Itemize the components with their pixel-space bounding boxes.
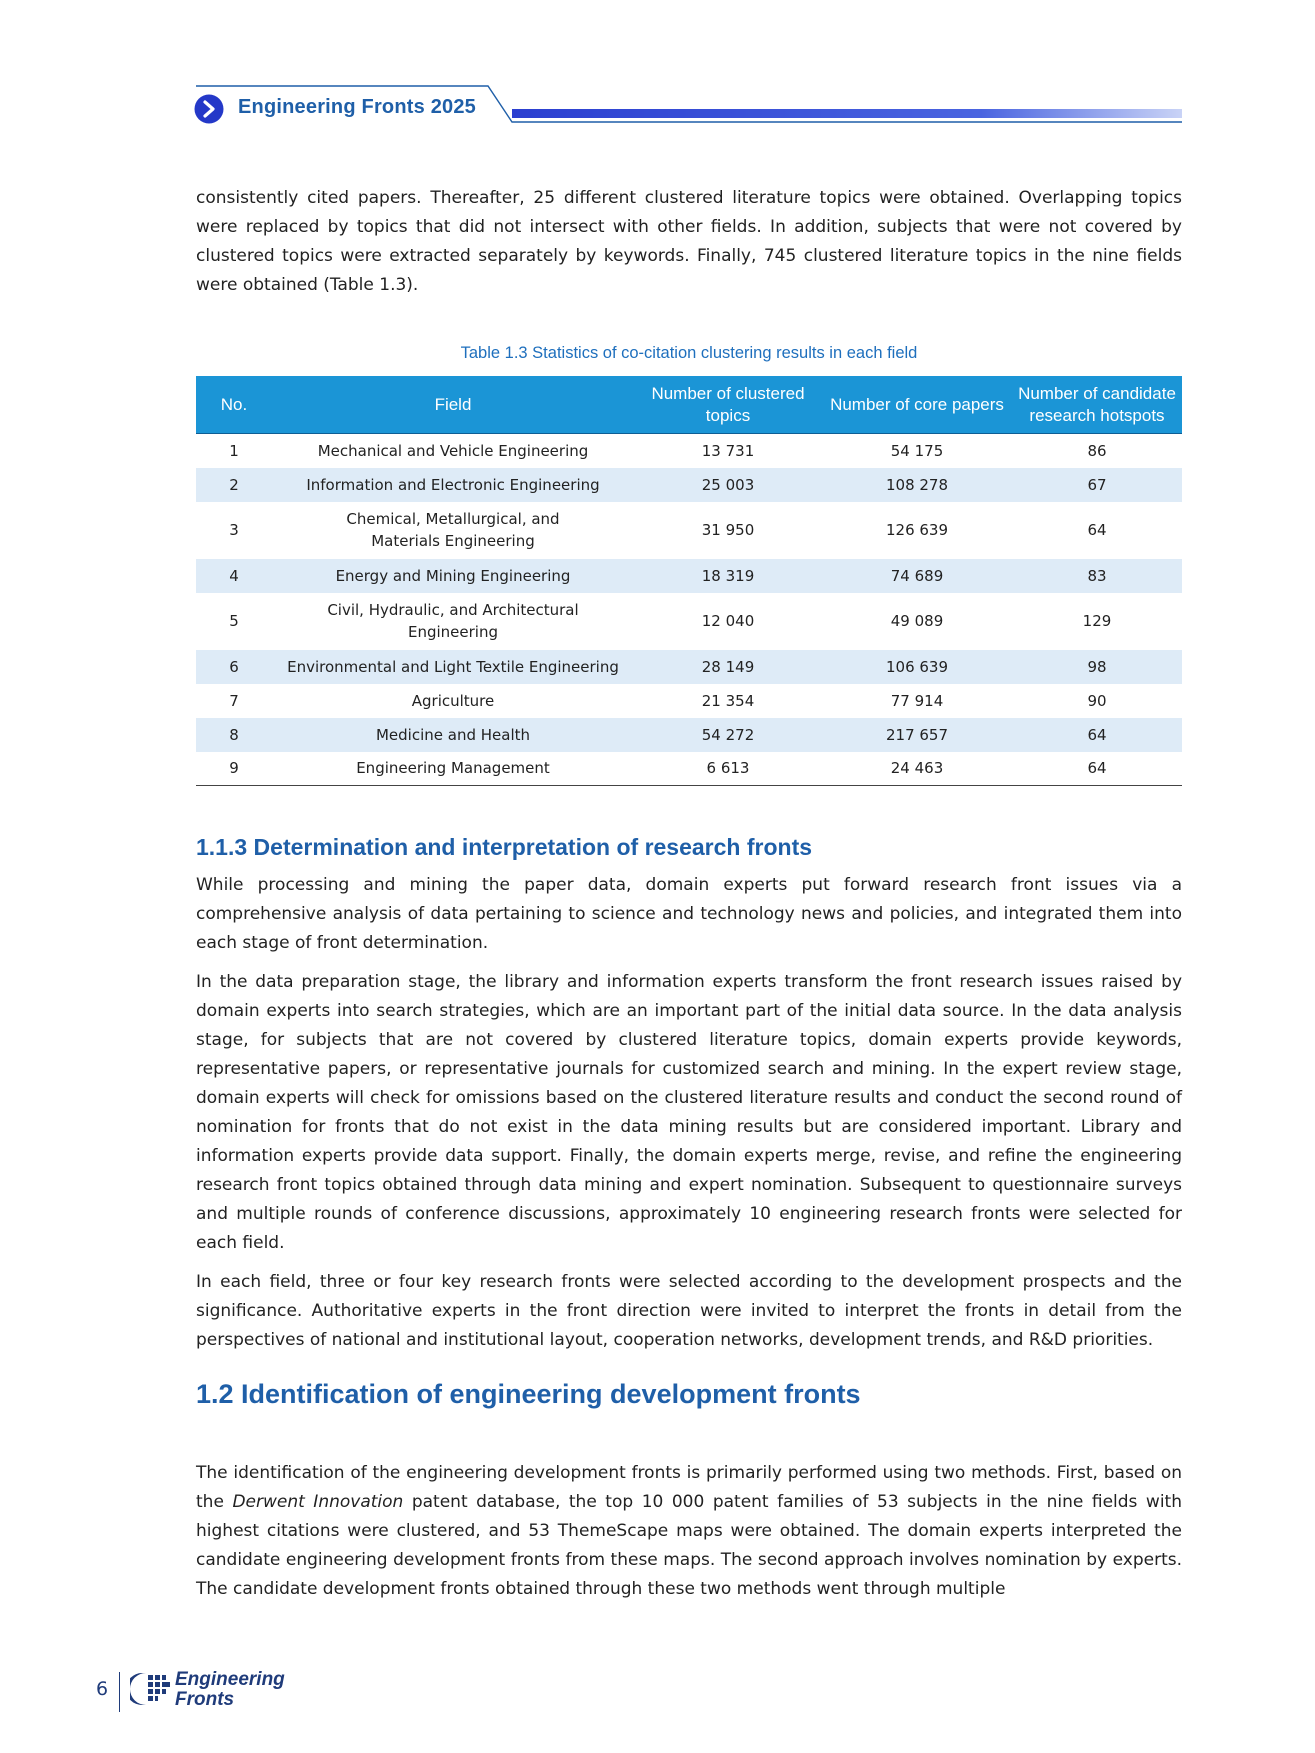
cell-field: Environmental and Light Textile Engineering	[287, 657, 619, 676]
cell-clustered-topics: 18 319	[701, 566, 755, 585]
table-row	[196, 752, 1182, 786]
cell-clustered-topics: 6 613	[634, 752, 822, 786]
section-1-2-body	[196, 1459, 1182, 1604]
cell-no: 2	[229, 475, 239, 494]
logo-line-2: Fronts	[175, 1689, 235, 1710]
table-caption: Table 1.3 Statistics of co-citation clustering results in each field	[460, 344, 918, 362]
cell-no: 3	[229, 521, 239, 539]
cell-core-papers: 126 639	[885, 521, 949, 539]
page-number: 6	[96, 1678, 109, 1700]
cell-field: Medicine and Health	[375, 725, 531, 744]
database-name: Derwent Innovation	[232, 1492, 404, 1512]
intro-text	[196, 184, 1182, 300]
paragraph: consistently cited papers. Thereafter, 25 different clustered literature topics were obtained. Overlapping topics were replaced by topics that did not intersect with other fields. In addition, subjects that were not covered by clustered topics were extracted separately by keywords. Finally, 745 clustered literature topics in the nine fields were obtained (Table 1.3).	[196, 188, 1182, 295]
cell-no: 5	[229, 612, 239, 630]
col-header-clustered-topics: Number of clustered topics	[634, 376, 822, 434]
paragraph: In the data preparation stage, the library and information experts transform the front research issues raised by domain experts into search strategies, which are an important part of the initial data source. In the data analysis stage, for subjects that are not covered by clustered literature topics, domain experts provide keywords, representative papers, or representative journals for customized search and mining. In the expert review stage, domain experts will check for omissions based on the clustered literature results and conduct the second round of nomination for fronts that do not exist in the data mining results but are considered important. Library and information experts provide data support. Finally, the domain experts merge, revise, and refine the engineering research front topics obtained through data mining and expert nomination. Subsequent to questionnaire surveys and multiple rounds of conference discussions, approximately 10 engineering research fronts were selected for each field.	[196, 972, 1182, 1253]
footer-logo-text	[175, 1670, 285, 1710]
cell-no: 1	[229, 441, 239, 460]
page-header	[0, 0, 1315, 130]
table-row	[196, 502, 1182, 559]
table-row	[196, 684, 1182, 718]
footer-divider	[119, 1672, 120, 1712]
cell-field: Information and Electronic Engineering	[306, 475, 600, 494]
col-header-core-papers: Number of core papers	[822, 376, 1012, 434]
cell-no: 9	[196, 752, 272, 786]
logo-line-1: Engineering	[175, 1669, 285, 1690]
cell-candidate-hotspots: 98	[1087, 657, 1107, 676]
cell-clustered-topics: 13 731	[701, 441, 755, 460]
engineering-fronts-logo-icon	[130, 1669, 174, 1709]
table-row	[196, 434, 1182, 468]
cell-clustered-topics: 12 040	[701, 612, 755, 630]
table-row	[196, 468, 1182, 502]
cell-field: Energy and Mining Engineering	[335, 566, 571, 585]
paragraph: While processing and mining the paper data, domain experts put forward research front issues via a comprehensive analysis of data pertaining to science and technology news and policies, and integrated them into each stage of front determination.	[196, 875, 1182, 953]
section-1-1-3-body	[196, 871, 1182, 1355]
section-heading-1-1-3: 1.1.3 Determination and interpretation of research fronts	[196, 834, 813, 860]
section-heading-1-2: 1.2 Identification of engineering development fronts	[196, 1379, 861, 1409]
col-header-candidate-hotspots: Number of candidate research hotspots	[1012, 376, 1182, 434]
cell-clustered-topics: 28 149	[701, 657, 755, 676]
cell-core-papers: 217 657	[885, 725, 949, 744]
table-row	[196, 593, 1182, 650]
cell-field: Mechanical and Vehicle Engineering	[317, 441, 589, 460]
table-header-row	[196, 376, 1182, 434]
cell-field: Engineering Management	[272, 752, 634, 786]
cell-candidate-hotspots: 64	[1087, 521, 1107, 539]
text-span: patent database, the top 10 000 patent families of 53 subjects in the nine fields with highest citations were clustered, and 53 ThemeScape maps were obtained. The domain experts interpreted the candidate engineering development fronts from these maps. The second approach involves nomination by experts. The candidate development fronts obtained through these two methods went through multiple	[196, 1492, 1182, 1599]
cell-no: 7	[229, 691, 239, 710]
cell-candidate-hotspots: 64	[1087, 725, 1107, 744]
cell-core-papers: 108 278	[885, 475, 949, 494]
text-span: The identification of the engineering development fronts is primarily performed using two methods. First, based on the	[196, 1463, 1182, 1512]
cell-core-papers: 74 689	[890, 566, 944, 585]
cell-field: Chemical, Metallurgical, and Materials Engineering	[346, 510, 560, 550]
table-row	[196, 650, 1182, 684]
cell-clustered-topics: 25 003	[701, 475, 755, 494]
col-header-field: Field	[272, 376, 634, 434]
cell-core-papers: 24 463	[822, 752, 1012, 786]
cell-no: 8	[229, 725, 239, 744]
cell-candidate-hotspots: 86	[1087, 441, 1107, 460]
cell-core-papers: 77 914	[890, 691, 944, 710]
cell-no: 4	[229, 566, 239, 585]
paragraph	[196, 1459, 1182, 1604]
cell-clustered-topics: 54 272	[701, 725, 755, 744]
cell-field: Agriculture	[411, 691, 495, 710]
cell-candidate-hotspots: 83	[1087, 566, 1107, 585]
paragraph: In each field, three or four key research fronts were selected according to the development prospects and the significance. Authoritative experts in the front direction were invited to interpret the fronts in detail from the perspectives of national and institutional layout, cooperation networks, development trends, and R&D priorities.	[196, 1272, 1182, 1350]
cell-candidate-hotspots: 90	[1087, 691, 1107, 710]
cell-core-papers: 49 089	[890, 612, 944, 630]
table-row	[196, 559, 1182, 593]
cell-clustered-topics: 21 354	[701, 691, 755, 710]
cell-core-papers: 54 175	[890, 441, 944, 460]
cell-candidate-hotspots: 64	[1012, 752, 1182, 786]
cell-core-papers: 106 639	[885, 657, 949, 676]
table-row	[196, 718, 1182, 752]
chevron-right-icon	[194, 94, 224, 124]
col-header-no: No.	[196, 376, 272, 434]
header-title: Engineering Fronts 2025	[238, 96, 476, 118]
cell-candidate-hotspots: 129	[1082, 612, 1112, 630]
cell-candidate-hotspots: 67	[1087, 475, 1107, 494]
cell-no: 6	[229, 657, 239, 676]
cell-field: Civil, Hydraulic, and Architectural Engineering	[327, 601, 579, 641]
cell-clustered-topics: 31 950	[701, 521, 755, 539]
statistics-table	[196, 376, 1182, 786]
